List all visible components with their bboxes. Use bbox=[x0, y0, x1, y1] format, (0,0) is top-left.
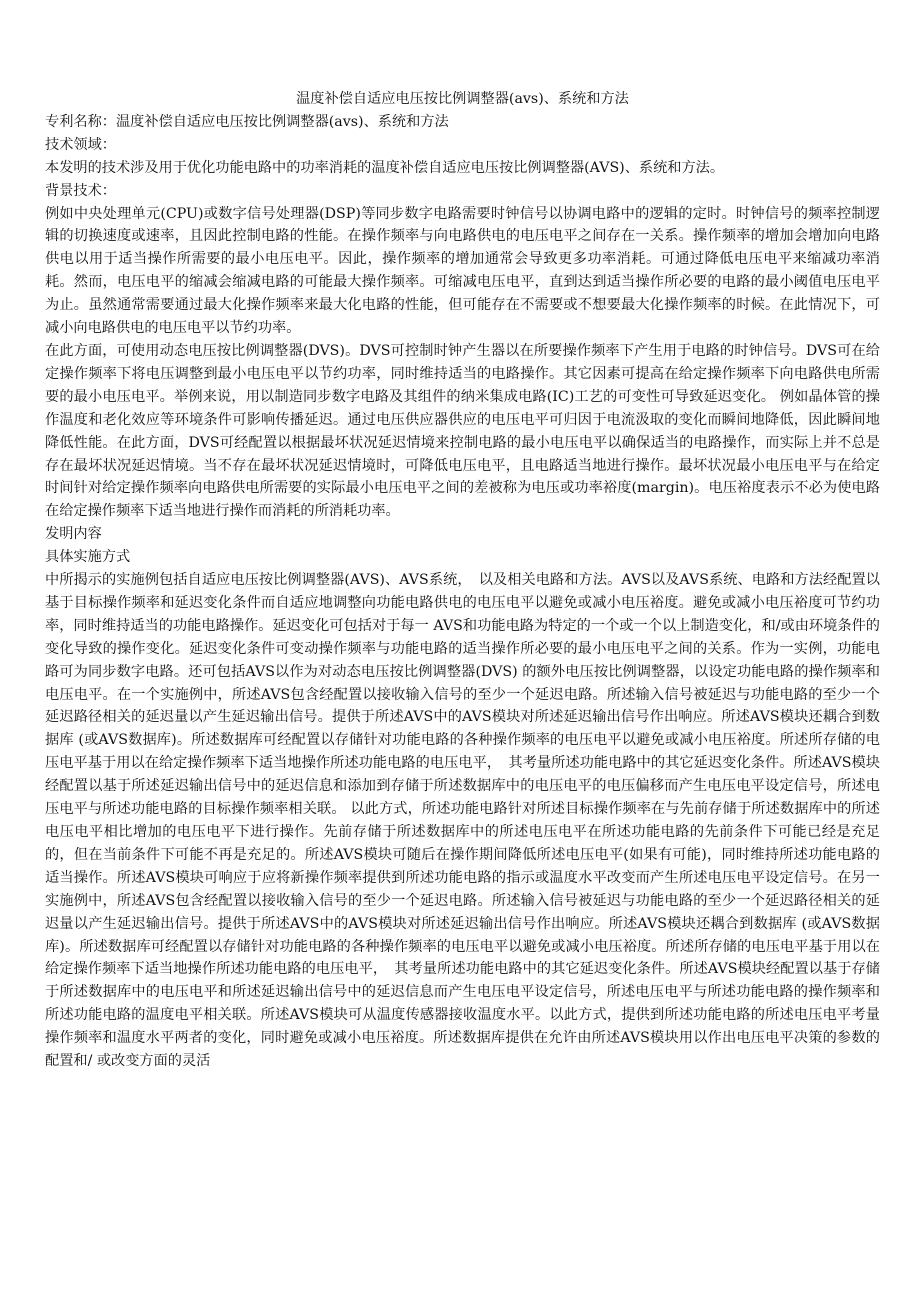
patent-name: 专利名称：温度补偿自适应电压按比例调整器(avs)、系统和方法 bbox=[45, 113, 449, 130]
background-heading: 背景技术： bbox=[45, 182, 116, 199]
document-title: 温度补偿自适应电压按比例调整器(avs)、系统和方法 bbox=[296, 91, 629, 107]
background-paragraph-2: 在此方面，可使用动态电压按比例调整器(DVS)。DVS可控制时钟产生器以在所要操作频率下产生用于电路的时钟信号。DVS可在给定操作频率下将电压调整到最小电压电平以节约功率，同时维持适当的电路操作。其它因素可提高在给定操作频率下向电路供电所需要的最小电压电平。举例来说，用以制造同步数字电路及其组件的纳米集成电路(IC)工艺的可变性可导致延迟变化。 例如晶体管的操作温度和老化效应等环境条件可影响传播延迟。通过电压供应器供应的电压电平可归因于电流汲取的变化而瞬间地降低，因此瞬间地降低性能。在此方面，DVS可经配置以根据最坏状况延迟情境来控制电路的最小电压电平以确保适当的电路操作，而实际上并不总是存在最坏状况延迟情境。当不存在最坏状况延迟情境时，可降低电压电平，且电路适当地进行操作。最坏状况最小电压电平与在给定时间针对给定操作频率向电路供电所需要的实际最小电压电平之间的差被称为电压或功率裕度(margin)。电压裕度表示不必为使电路在给定操作频率下适当地进行操作而消耗的所消耗功率。 bbox=[45, 342, 880, 520]
embodiment-paragraph-1: 中所揭示的实施例包括自适应电压按比例调整器(AVS)、AVS系统， 以及相关电路和方法。AVS以及AVS系统、电路和方法经配置以基于目标操作频率和延迟变化条件而自适应地调整向功能电路供电的电压电平以避免或减小电压裕度。避免或减小电压裕度可节约功率，同时维持适当的功能电路操作。延迟变化可包括对于每一 AVS和功能电路为特定的一个或一个以上制造变化，和/或由环境条件的变化导致的操作变化。延迟变化条件可变动操作频率与功能电路的适当操作所必要的最小电压电平之间的关系。作为一实例，功能电路可为同步数字电路。还可包括AVS以作为对动态电压按比例调整器(DVS) 的额外电压按比例调整器，以设定功能电路的操作频率和电压电平。在一个实施例中，所述AVS包含经配置以接收输入信号的至少一个延迟电路。所述输入信号被延迟与功能电路的至少一个延迟路径相关的延迟量以产生延迟输出信号。提供于所述AVS中的AVS模块对所述延迟输出信号作出响应。所述AVS模块还耦合到数据库 (或AVS数据库)。所述数据库可经配置以存储针对功能电路的各种操作频率的电压电平以避免或减小电压裕度。所述所存储的电压电平基于用以在给定操作频率下适当地操作所述功能电路的电压电平， 其考量所述功能电路中的其它延迟变化条件。所述AVS模块经配置以基于所述延迟输出信号中的延迟信息和添加到存储于所述数据库中的电压电平的电压偏移而产生电压电平设定信号，所述电压电平与所述功能电路的目标操作频率相关联。 以此方式，所述功能电路针对所述目标操作频率在与先前存储于所述数据库中的所述电压电平相比增加的电压电平下进行操作。先前存储于所述数据库中的所述电压电平在所述功能电路的先前条件下可能已经是充足的，但在当前条件下可能不再是充足的。所述AVS模块可随后在操作期间降低所述电压电平(如果有可能)，同时维持所述功能电路的适当操作。所述AVS模块可响应于应将新操作频率提供到所述功能电路的指示或温度水平改变而产生所述电压电平设定信号。在另一实施例中，所述AVS包含经配置以接收输入信号的至少一个延迟电路。所述输入信号被延迟与功能电路的至少一个延迟路径相关的延迟量以产生延迟输出信号。提供于所述AVS中的AVS模块对所述延迟输出信号作出响应。所述AVS模块还耦合到数据库 (或AVS数据库)。所述数据库可经配置以存储针对功能电路的各种操作频率的电压电平以避免或减小电压裕度。所述所存储的电压电平基于用以在给定操作频率下适当地操作所述功能电路的电压电平， 其考量所述功能电路中的其它延迟变化条件。所述AVS模块经配置以基于存储于所述数据库中的电压电平和所述延迟输出信号中的延迟信息而产生电压电平设定信号，所述电压电平与所述功能电路的操作频率和所述功能电路的温度电平相关联。所述AVS模块可从温度传感器接收温度水平。以此方式，提供到所述功能电路的所述电压电平考量操作频率和温度水平两者的变化，同时避免或减小电压裕度。所述数据库提供在允许由所述AVS模块用以作出电压电平决策的参数的配置和/ 或改变方面的灵活 bbox=[45, 572, 880, 1070]
background-paragraph-1: 例如中央处理单元(CPU)或数字信号处理器(DSP)等同步数字电路需要时钟信号以协调电路中的逻辑的定时。时钟信号的频率控制逻辑的切换速度或速率，且因此控制电路的性能。在操作频率与向电路供电的电压电平之间存在一关系。操作频率的增加会增加向电路供电以用于适当操作所需要的最小电压电平。因此，操作频率的增加通常会导致更多功率消耗。可通过降低电压电平来缩减功率消耗。然而，电压电平的缩减会缩减电路的可能最大操作频率。可缩减电压电平，直到达到适当操作所必要的电路的最小阈值电压电平为止。虽然通常需要通过最大化操作频率来最大化电路的性能，但可能存在不需要或不想要最大化操作频率的时候。在此情况下，可减小向电路供电的电压电平以节约功率。 bbox=[45, 205, 880, 337]
field-paragraph: 本发明的技术涉及用于优化功能电路中的功率消耗的温度补偿自适应电压按比例调整器(AVS)、系统和方法。 bbox=[45, 159, 725, 176]
field-heading: 技术领域： bbox=[45, 136, 116, 153]
embodiment-heading: 具体实施方式 bbox=[45, 549, 131, 566]
invention-heading: 发明内容 bbox=[45, 526, 102, 543]
